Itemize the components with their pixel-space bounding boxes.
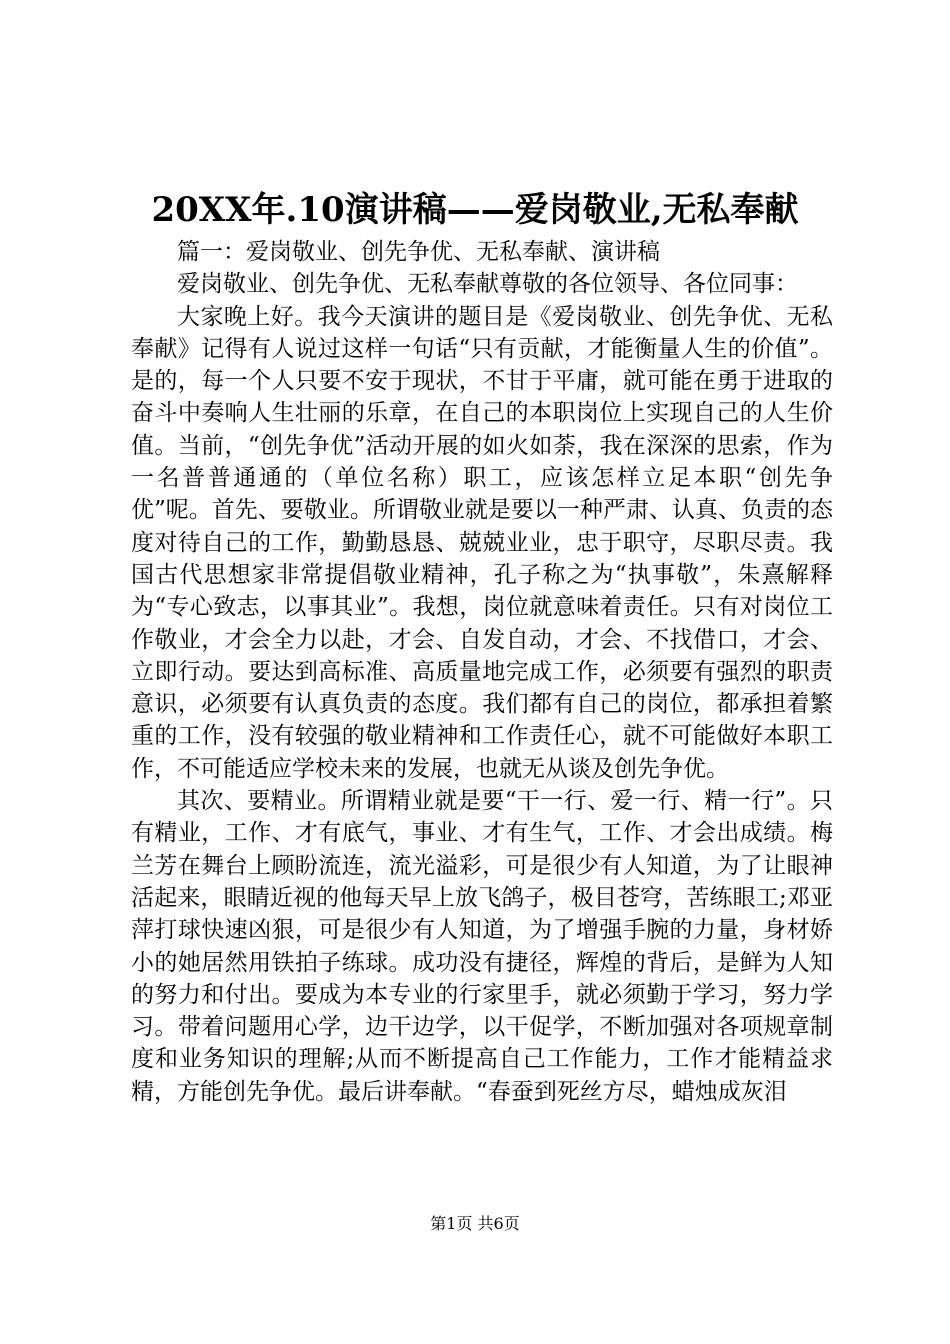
paragraph-salutation: 爱岗敬业、创先争优、无私奉献尊敬的各位领导、各位同事：: [177, 271, 798, 298]
document-title: 20XX年.10演讲稿——爱岗敬业,无私奉献: [151, 190, 799, 230]
paragraph-subtitle: 篇一：爱岗敬业、创先争优、无私奉献、演讲稿: [177, 239, 660, 265]
document-body: [131, 236, 833, 1108]
paragraph-excellence: 其次、要精业。所谓精业就是要“干一行、爱一行、精一行”。只有精业，工作、才有底气，事业、才有生气，工作、才会出成绩。梅兰芳在舞台上顾盼流连，流光溢彩，可是很少有人知道，为了让眼神活起来，眼睛近视的他每天早上放飞鸽子，极目苍穹，苦练眼工;邓亚萍打球快速凶狠，可是很少有人知道，为了增强手腕的力量，身材娇小的她居然用铁拍子练球。成功没有捷径，辉煌的背后，是鲜为人知的努力和付出。要成为本专业的行家里手，就必须勤于学习，努力学习。带着问题用心学，边干边学，以干促学，不断加强对各项规章制度和业务知识的理解;从而不断提高自己工作能力，工作才能精益求精，方能创先争优。最后讲奉献。“春蚕到死丝方尽，蜡烛成灰泪: [131, 788, 833, 1105]
paragraph-dedication: 大家晚上好。我今天演讲的题目是《爱岗敬业、创先争优、无私奉献》记得有人说过这样一句话“只有贡献，才能衡量人生的价值”。是的，每一个人只要不安于现状，不甘于平庸，就可能在勇于进取的奋斗中奏响人生壮丽的乐章，在自己的本职岗位上实现自己的人生价值。当前，“创先争优”活动开展的如火如荼，我在深深的思索，作为一名普普通通的（单位名称）职工，应该怎样立足本职“创先争优”呢。首先、要敬业。所谓敬业就是要以一种严肃、认真、负责的态度对待自己的工作，勤勤恳恳、兢兢业业，忠于职守，尽职尽责。我国古代思想家非常提倡敬业精神，孔子称之为“执事敬”，朱熹解释为“专心致志，以事其业”。我想，岗位就意味着责任。只有对岗位工作敬业，才会全力以赴，才会、自发自动，才会、不找借口，才会、立即行动。要达到高标准、高质量地完成工作，必须要有强烈的职责意识，必须要有认真负责的态度。我们都有自己的岗位，都承担着繁重的工作，没有较强的敬业精神和工作责任心，就不可能做好本职工作，不可能适应学校未来的发展，也就无从谈及创先争优。: [131, 303, 833, 782]
page-footer: 第1页 共6页: [430, 1214, 520, 1233]
